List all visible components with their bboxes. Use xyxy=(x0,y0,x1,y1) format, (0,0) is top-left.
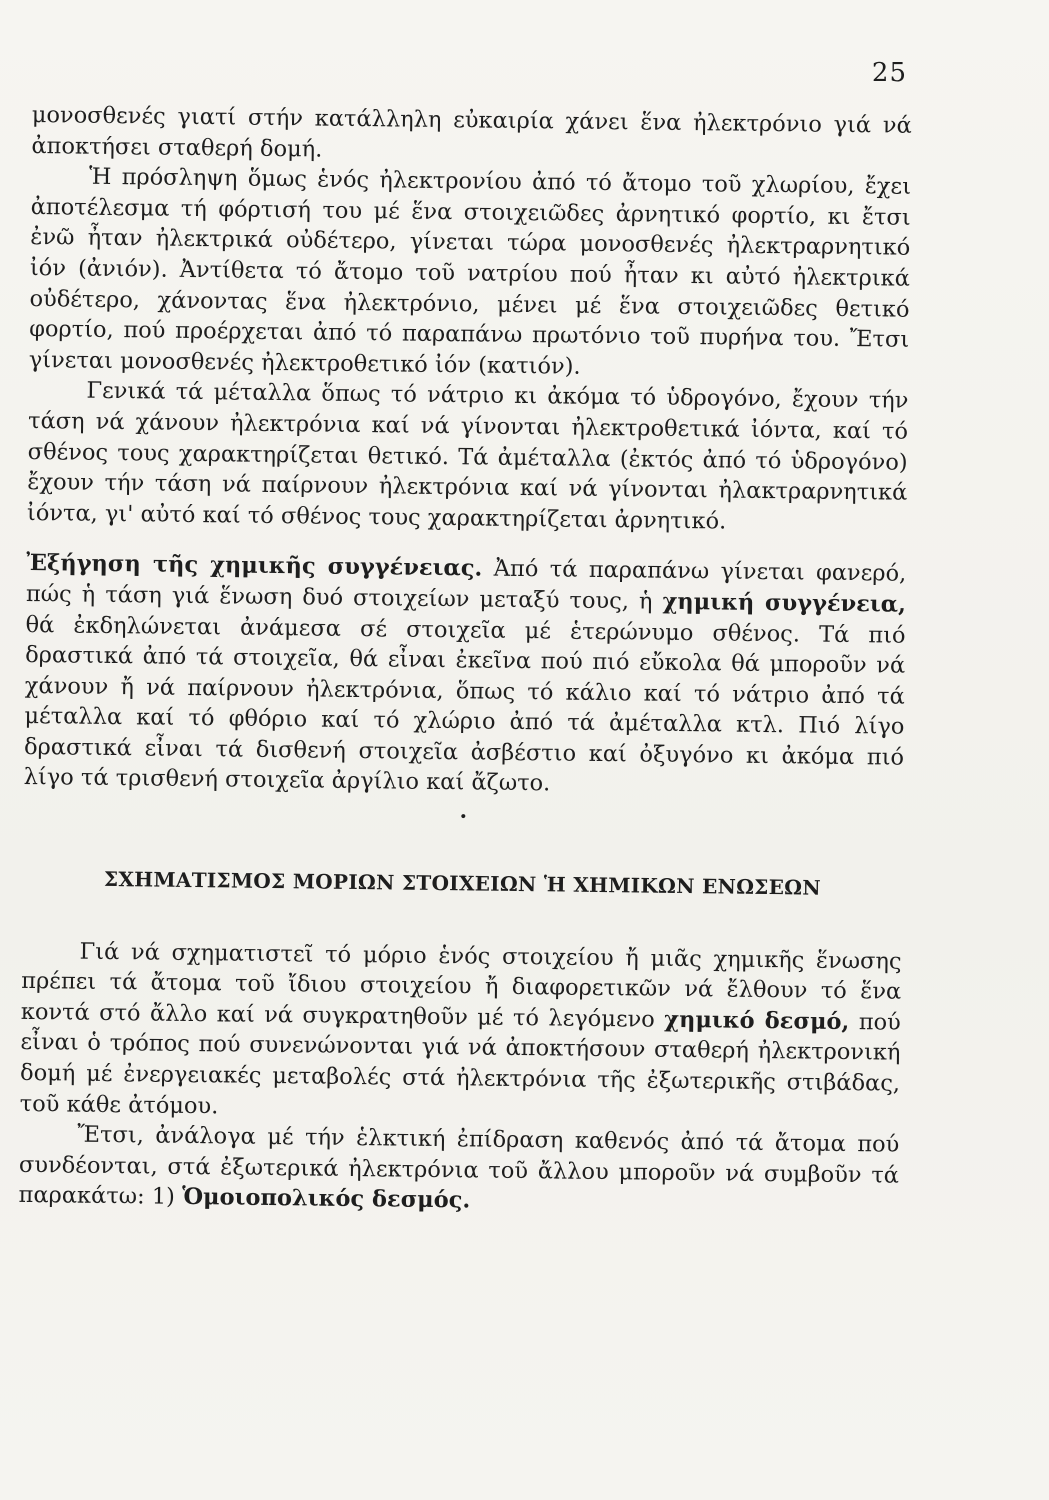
paragraph-5-part-1: Γιά νά σχηματιστεῖ τό μόριο ἑνός στοιχείου ἤ μιᾶς χημικῆς ἕνωσης πρέπει τά ἄτομα τοῦ ἴδιου στοιχείου ἤ διαφορετικῶν νά ἔλθουν τό ἕνα κοντά στό ἄλλο καί νά συγκρατηθοῦν μέ τό λεγόμενο xyxy=(20,938,902,1033)
paragraph-5-part-2: πού εἶναι ὁ τρόπος πού συνενώνονται γιά νά ἀποκτήσουν σταθερή ἠλεκτρονική δομή μέ ἐνεργειακές μεταβολές στά ἠλεκτρόνια τῆς ἐξωτερικῆς στιβάδας, τοῦ κάθε ἀτόμου. xyxy=(19,1009,901,1119)
body-text xyxy=(18,100,912,1222)
paragraph-4-part-2: θά ἐκδηλώνεται ἀνάμεσα σέ στοιχεῖα μέ ἑτερώνυμο σθένος. Τά πιό δραστικά ἀπό τά στοιχεῖα, θά εἶναι ἐκεῖνα πού πιό εὔκολα θά μποροῦν νά χάνουν ἤ νά παίρνουν ἠλεκτρόνια, ὅπως τό κάλιο καί τό νάτριο ἀπό τά μέταλλα καί τό φθόριο καί τό χλώριο ἀπό τά ἀμέταλλα κτλ. Πιό λίγο δραστικά εἶναι τά δισθενή στοιχεῖα ἀσβέστιο καί ὀξυγόνο κι ἀκόμα πιό λίγο τά τρισθενή στοιχεῖα ἀργίλιο καί ἄζωτο. xyxy=(23,611,906,797)
paragraph-4-part-1: Ἀπό τά παραπάνω γίνεται φανερό, πώς ἡ τάση γιά ἕνωση δυό στοιχείων μεταξύ τους, ἡ xyxy=(25,555,907,615)
chemical-affinity-term: χημική συγγένεια, xyxy=(662,588,907,618)
paragraph-4 xyxy=(24,548,907,803)
paragraph-2: Ἡ πρόσληψη ὅμως ἑνός ἠλεκτρονίου ἀπό τό ἄτομο τοῦ χλωρίου, ἔχει ἀποτέλεσμα τή φόρτισή του μέ ἕνα στοιχειῶδες ἀρνητικό φορτίο, κι ἔτσι ἐνῶ ἦταν ἠλεκτρικά οὐδέτερο, γίνεται τώρα μονοσθενές ἠλεκτραρνητικό ἰόν (ἀνιόν). Ἀντίθετα τό ἄτομο τοῦ νατρίου πού ἦταν κι αὐτό ἠλεκτρικά οὐδέτερο, χάνοντας ἕνα ἠλεκτρόνιο, μένει μέ ἕνα στοιχειῶδες θετικό φορτίο, πού προέρχεται ἀπό τό παραπάνω πρωτόνιο τοῦ πυρήνα του. Ἔτσι γίνεται μονοσθενές ἠλεκτροθετικό ἰόν (κατιόν). xyxy=(28,163,912,380)
section-heading: ΣΧΗΜΑΤΙΣΜΟΣ ΜΟΡΙΩΝ ΣΤΟΙΧΕΙΩΝ Ἡ ΧΗΜΙΚΩΝ ΕΝΩΣΕΩΝ xyxy=(103,867,822,900)
paragraph-1: μονοσθενές γιατί στήν κατάλληλη εὐκαιρία χάνει ἕνα ἠλεκτρόνιο γιά νά ἀποκτήσει σταθερή δομή. xyxy=(31,101,912,163)
page-number: 25 xyxy=(871,58,907,88)
bullet-dot: • xyxy=(459,809,468,826)
paragraph-5 xyxy=(20,936,902,1130)
paragraph-3: Γενικά τά μέταλλα ὅπως τό νάτριο κι ἀκόμα τό ὑδρογόνο, ἔχουν τήν τάση νά χάνουν ἠλεκτρόνια καί νά γίνονται ἠλεκτροθετικά ἰόντα, καί τό σθένος τους χαρακτηρίζεται θετικό. Τά ἀμέταλλα (ἐκτός ἀπό τό ὑδρογόνο) ἔχουν τήν τάση νά παίρνουν ἠλεκτρόνια καί νά γίνονται ἠλακτραρνητικά ἰόντα, γι' αὐτό καί τό σθένος τους χαρακτηρίζεται ἀρνητικό. xyxy=(26,378,909,535)
paragraph-4-title: Ἐξήγηση τῆς χημικῆς συγγένειας. xyxy=(26,550,483,582)
chemical-bond-term: χημικό δεσμό, xyxy=(664,1006,850,1035)
paragraph-6 xyxy=(18,1119,899,1222)
covalent-bond-term: Ὁμοιοπολικός δεσμός. xyxy=(181,1184,471,1214)
paragraph-6-part-1: Ἔτσι, ἀνάλογα μέ τήν ἑλκτική ἐπίδραση καθενός ἀπό τά ἄτομα πού συνδέονται, στά ἐξωτερικά ἠλεκτρόνια τοῦ ἄλλου μποροῦν νά συμβοῦν τά παρακάτω: 1) xyxy=(18,1121,900,1211)
